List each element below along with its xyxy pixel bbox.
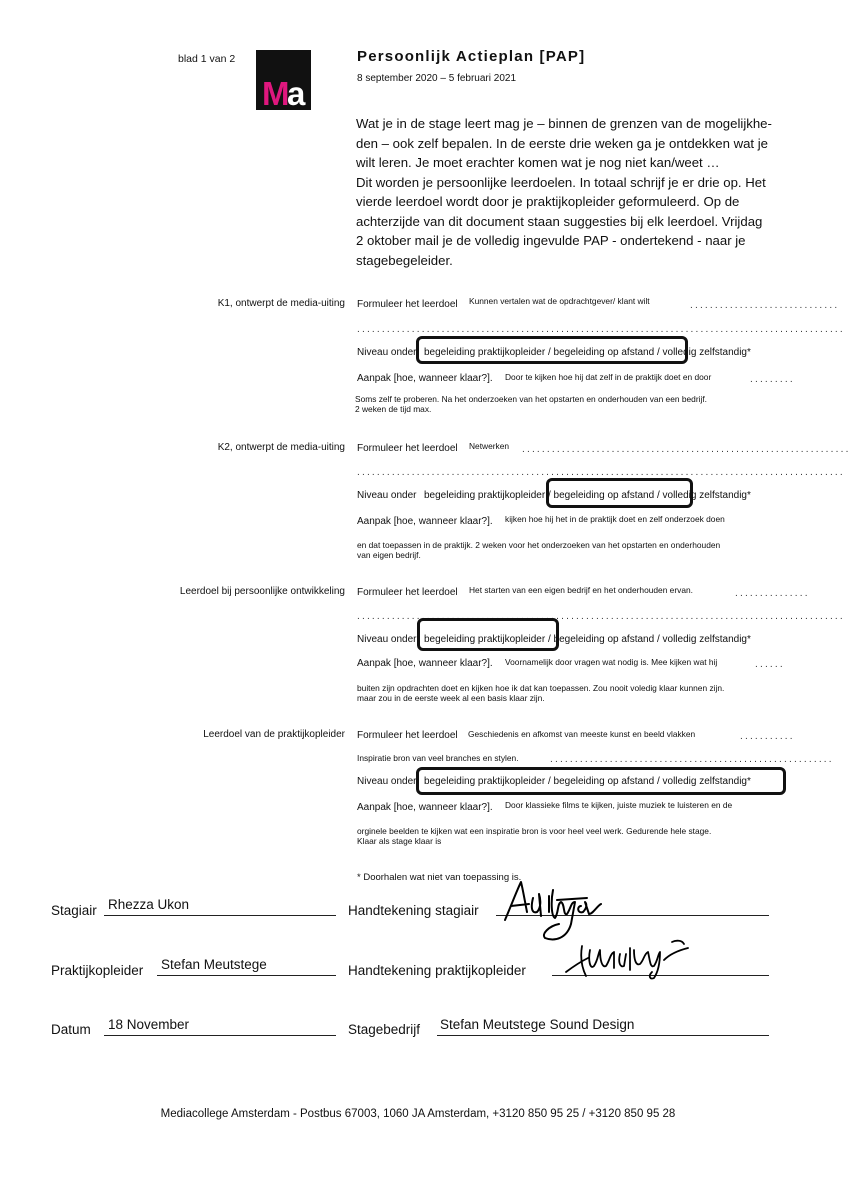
- company-label: Stagebedrijf: [348, 1022, 421, 1037]
- approach-text-line[interactable]: buiten zijn opdrachten doet en kijken hoe ik dat kan toepassen. Zou nooit voledig klaar kunnen zijn.: [357, 683, 725, 693]
- footer-address: Mediacollege Amsterdam - Postbus 67003, 1060 JA Amsterdam, +3120 850 95 25 / +3120 850 95 28: [160, 1108, 676, 1120]
- criterion-label: K2, ontwerpt de media-uiting: [217, 442, 345, 453]
- intern-field[interactable]: [104, 897, 336, 916]
- level-options: begeleiding praktijkopleider / begeleiding op afstand / volledig zelfstandig*: [424, 776, 751, 787]
- goal-text[interactable]: Het starten van een eigen bedrijf en het onderhouden ervan.: [469, 585, 693, 595]
- formulate-label: Formuleer het leerdoel: [357, 587, 458, 598]
- approach-text-line[interactable]: Door klassieke films te kijken, juiste muziek te luisteren en de: [505, 800, 733, 810]
- approach-text-line[interactable]: orginele beelden te kijken wat een inspiratie bron is voor heel veel werk. Gedurende hele stage.: [357, 826, 712, 836]
- goal-text-line-2[interactable]: Inspiratie bron van veel branches en stylen.: [357, 753, 519, 763]
- logo-letter-m: M: [262, 75, 288, 112]
- supervisor-value: Stefan Meutstege: [161, 957, 267, 972]
- approach-text-line[interactable]: Door te kijken hoe hij dat zelf in de praktijk doet en door: [505, 372, 712, 382]
- date-label: Datum: [51, 1022, 91, 1037]
- approach-label: Aanpak [hoe, wanneer klaar?].: [357, 802, 493, 813]
- circled-level[interactable]: [416, 767, 786, 795]
- formulate-label: Formuleer het leerdoel: [357, 299, 458, 310]
- supervisor-signature-label: Handtekening praktijkopleider: [348, 963, 526, 978]
- dotted-line: ...............: [735, 588, 810, 599]
- level-label: Niveau onder: [357, 776, 417, 787]
- formulate-label: Formuleer het leerdoel: [357, 730, 458, 741]
- criterion-label: K1, ontwerpt de media-uiting: [217, 298, 345, 309]
- approach-text-line[interactable]: Soms zelf te proberen. Na het onderzoeken van het opstarten en onderhouden van een bedrijf.: [355, 394, 707, 404]
- approach-label: Aanpak [hoe, wanneer klaar?].: [357, 658, 493, 669]
- goal-text[interactable]: Netwerken: [469, 441, 510, 451]
- intro-text: Wat je in de stage leert mag je – binnen de grenzen van de mogelijkhe- den – ook zelf bepalen. In de eerste drie weken ga je ontdekken wat je wilt leren. Je moet erachter komen wat je nog niet kan/weet … Dit worden je persoonlijke leerdoelen. In totaal schrijf je er drie op. Het vierde leerdoel wordt door je praktijkopleider geformuleerd. Op de achterzijde van dit document staan suggesties bij elk leerdoel. Vrijdag 2 oktober mail je de volledig ingevulde PAP - ondertekend - naar je stagebegeleider.: [356, 116, 772, 268]
- criterion-label: Leerdoel bij persoonlijke ontwikkeling: [179, 586, 345, 597]
- circled-level[interactable]: [417, 618, 559, 651]
- goal-text[interactable]: Geschiedenis en afkomst van meeste kunst en beeld vlakken: [468, 729, 696, 739]
- dotted-line: ..................................................................................................: [357, 611, 845, 622]
- page-count: blad 1 van 2: [178, 53, 236, 65]
- approach-text-line[interactable]: 2 weken de tijd max.: [355, 404, 432, 414]
- approach-text-line[interactable]: kijken hoe hij het in de praktijk doet en zelf onderzoek doen: [505, 514, 725, 524]
- dotted-line: ..................................................................................................: [357, 467, 845, 478]
- logo-letter-a: a: [287, 75, 306, 112]
- approach-text-line[interactable]: en dat toepassen in de praktijk. 2 weken voor het onderzoeken van het opstarten en onderhouden: [357, 540, 721, 550]
- intern-value: Rhezza Ukon: [108, 897, 190, 912]
- intern-signature-label: Handtekening stagiair: [348, 903, 479, 918]
- dotted-line: ...........: [740, 731, 795, 742]
- dotted-line: .........: [750, 374, 795, 385]
- dotted-line: ......: [755, 659, 785, 670]
- level-options: begeleiding praktijkopleider / begeleiding op afstand / volledig zelfstandig*: [424, 634, 751, 645]
- approach-text-line[interactable]: Klaar als stage klaar is: [357, 836, 442, 846]
- supervisor-label: Praktijkopleider: [51, 963, 144, 978]
- date-field[interactable]: [104, 1017, 336, 1036]
- document-title: Persoonlijk Actieplan [PAP]: [357, 48, 586, 65]
- approach-label: Aanpak [hoe, wanneer klaar?].: [357, 516, 493, 527]
- formulate-label: Formuleer het leerdoel: [357, 443, 458, 454]
- period: 8 september 2020 – 5 februari 2021: [357, 73, 516, 84]
- dotted-line: .........................................................: [550, 754, 834, 765]
- intern-label: Stagiair: [51, 903, 97, 918]
- company-field[interactable]: [437, 1017, 769, 1036]
- level-label: Niveau onder: [357, 347, 417, 358]
- level-label: Niveau onder: [357, 490, 417, 501]
- footnote: * Doorhalen wat niet van toepassing is.: [357, 872, 522, 883]
- level-options: begeleiding praktijkopleider / begeleiding op afstand / volledig zelfstandig*: [424, 490, 751, 501]
- level-label: Niveau onder: [357, 634, 417, 645]
- dotted-line: ..................................................................: [522, 444, 851, 455]
- criterion-label: Leerdoel van de praktijkopleider: [203, 729, 345, 740]
- supervisor-signature-image: [560, 932, 700, 982]
- date-value: 18 November: [108, 1017, 190, 1032]
- approach-text-line[interactable]: van eigen bedrijf.: [357, 550, 421, 560]
- company-value: Stefan Meutstege Sound Design: [440, 1017, 635, 1032]
- dotted-line: ..............................: [690, 300, 840, 311]
- supervisor-field[interactable]: [157, 957, 336, 976]
- approach-label: Aanpak [hoe, wanneer klaar?].: [357, 373, 493, 384]
- circled-level[interactable]: [546, 478, 693, 508]
- level-options: begeleiding praktijkopleider / begeleiding op afstand / volledig zelfstandig*: [424, 347, 751, 358]
- dotted-line: ..................................................................................................: [357, 324, 845, 335]
- approach-text-line[interactable]: maar zou in de eerste week al een basis klaar zijn.: [357, 693, 545, 703]
- goal-text[interactable]: Kunnen vertalen wat de opdrachtgever/ klant wilt: [469, 296, 650, 306]
- ma-logo: [256, 50, 311, 110]
- approach-text-line[interactable]: Voornamelijk door vragen wat nodig is. Mee kijken wat hij: [505, 657, 718, 667]
- circled-level[interactable]: [416, 336, 688, 364]
